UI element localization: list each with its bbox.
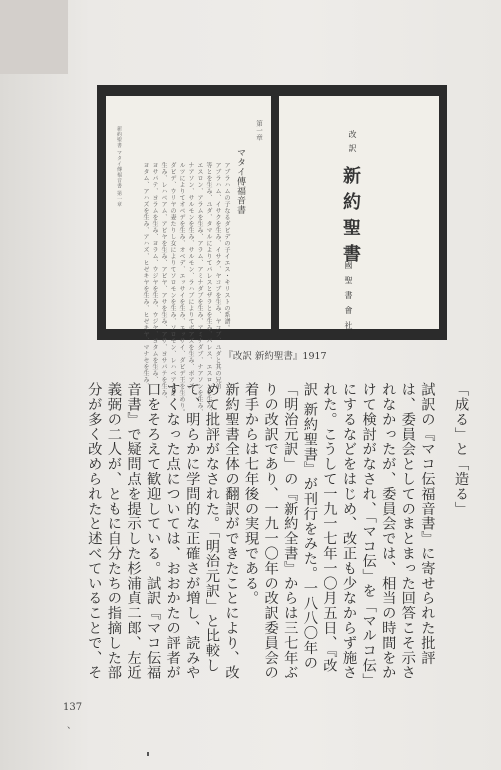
page-number: 137: [63, 702, 83, 713]
section-heading: 「成る」と「造る」: [453, 382, 469, 517]
figure-text-col: 等とを生み、ユダ、タマルによりてパレスとザラとを生み、パレス、エスロンを生み、: [205, 162, 212, 416]
margin-tick-mark: 、: [67, 721, 77, 731]
figure-text-col: ダビデ、ウリヤの妻たりし女によりてソロモンを生み、ソロモン、レハベアムを: [169, 162, 176, 396]
figure-running-footer: 新約聖書 マタイ傳福音書 第一章: [116, 126, 122, 208]
paragraph: 新約聖書全体の翻訳ができたことにより、改めて批評がなされた。「明治元訳」と比較して、明らかに学問的な正確さが増し、読みやすくなった点については、おおかたの評者が口をそろえて歓迎している。試訳『マコ伝福音書』で疑問点を提示した杉浦貞二郎、左近義弼の二人が、ともに自分たちの指摘した部分が多く改められたと述べていることで、そ: [86, 382, 240, 680]
figure-left-page: [106, 96, 271, 416]
figure-text-col: ナアソン、サルモンを生み、サルモン、ラハブによりてボアズを生み、ボアズ、: [187, 162, 194, 396]
figure-text-col: ヨサパテ、ヨラムを生み、ヨラム、ウジヤを生み、ウジヤ、ヨタムを生み、: [151, 162, 158, 383]
figure-chapter-title: マタイ傳福音書: [235, 148, 245, 215]
figure-caption: 『改訳 新約聖書』1917: [223, 351, 327, 362]
figure-text-col: 生み、レハベアム、アビヤを生み、アビヤ、アサを生み、アサ、ヨサパテを生み、: [160, 162, 167, 403]
cover-publisher: 米國聖書會社: [344, 246, 353, 336]
figure-text-col: アブラハム、イサクを生み、イサク、ヤコブを生み、ヤコブ、ユダと其の兄弟: [214, 162, 221, 390]
paragraph: 試訳の『マコ伝福音書』に寄せられた批評は、委員会としてのまとまった回答こそ示されなかったが、委員会では、相当の時間をかけて検討がなされ、「マコ伝」を「マルコ伝」にするなどをはじめ、改正も少なからず施された。こうして一九一七年一〇月五日、『改訳 新約聖書』が刊行をみた。一八八〇年の「明治元訳」の『新約全書』からは三七年ぶりの改訳であり、一九一〇年の改訳委員会の着手からは七年後の実現である。: [243, 382, 436, 681]
figure-text-col: ヨタム、アハズを生み、アハズ、ヒゼキヤを生み、ヒゼキヤ、マナセを生み、: [142, 162, 149, 390]
body-text: [50, 382, 470, 682]
scan-speck: [147, 752, 149, 756]
figure-section-label: 第一章: [255, 120, 263, 141]
figure-text-col: ルツによりてオベデを生み、オベデ、エッサイを生み、エッサイ、ダビデ王を生めり。: [178, 162, 185, 416]
figure-text-col: アブラハムの子なるダビデの子イエス・キリストの系譜。: [223, 162, 230, 331]
figure-right-page: [279, 96, 439, 336]
cover-small-title: 改訳: [348, 130, 357, 158]
figure-text-col: エスロン、アラムを生み、アラム、アミナダブを生み、アミナダブ、ナアソンを生み、: [196, 162, 203, 416]
page-corner-tab: [0, 0, 68, 74]
cover-main-title: 新約聖書: [340, 166, 361, 270]
